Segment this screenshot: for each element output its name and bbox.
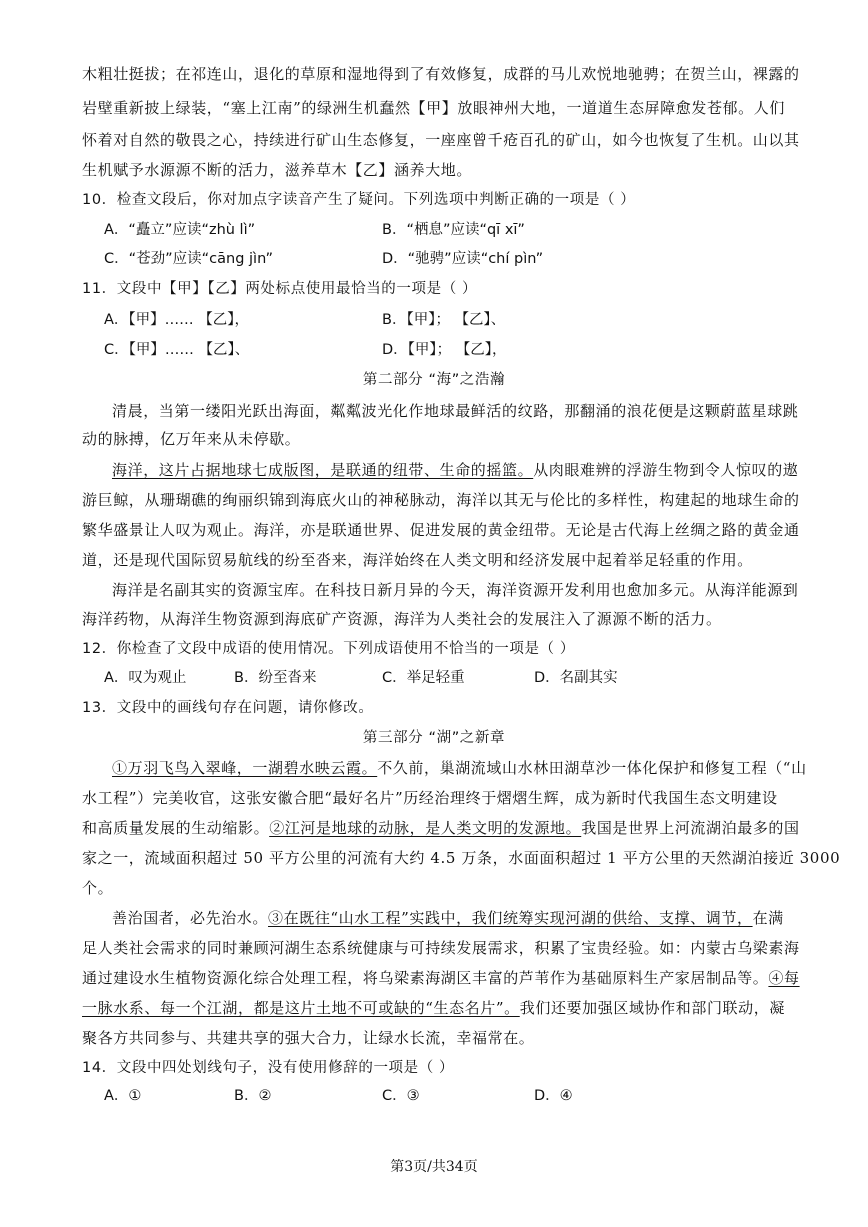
para1-line-2: 岩壁重新披上绿装，“塞上江南”的绿洲生机蠢然【甲】放眼神州大地，一道道生态屏障愈发苍郁。人们 xyxy=(82,99,785,117)
page-number: 第3页/共34页 xyxy=(390,1159,478,1175)
question-10-option-b: B．“栖息”应读“qī xī” xyxy=(382,222,525,238)
part3-line-9-end: 我们还要加强区域协作和部门联动，凝 xyxy=(519,999,785,1017)
question-10-option-a: A．“矗立”应读“zhù lì” xyxy=(104,222,256,238)
part3-line-2: 水工程”）完美收官，这张安徽合肥“最好名片”历经治理终于熠熠生辉，成为新时代我国生态文明建设 xyxy=(82,789,778,807)
question-10-option-d: D．“驰骋”应读“chí pìn” xyxy=(382,251,544,267)
part3-line-6-end: 在满 xyxy=(752,909,784,927)
part3-line-3 xyxy=(82,818,800,838)
part2-p2-line-2: 游巨鲸，从珊瑚礁的绚丽织锦到海底火山的神秘脉动，海洋以其无与伦比的多样性，构建起的地球生命的 xyxy=(82,491,800,509)
part2-p2-line-1 xyxy=(112,460,812,480)
underlined-sentence-4-start: ④每 xyxy=(768,969,800,987)
part3-line-1-rest: 不久前，巢湖流域山水林田湖草沙一体化保护和修复工程（“山 xyxy=(377,759,807,777)
underlined-sentence-4: 一脉水系、每一个江湖，都是这片土地不可或缺的“生态名片”。 xyxy=(82,999,520,1017)
question-11-option-b: B．【甲】； 【乙】、 xyxy=(382,312,506,328)
part3-line-6 xyxy=(112,908,812,928)
part2-p2-line-4: 道，还是现代国际贸易航线的纷至沓来，海洋始终在人类文明和经济发展中起着举足轻重的作用。 xyxy=(82,551,753,569)
part3-line-8 xyxy=(82,968,800,988)
question-12-option-b: B．纷至沓来 xyxy=(234,670,317,686)
part2-p1-line-1: 清晨，当第一缕阳光跃出海面，粼粼波光化作地球最鲜活的纹路，那翻涌的浪花便是这颗蔚蓝星球跳 xyxy=(112,402,799,420)
question-14-stem: 14．文段中四处划线句子，没有使用修辞的一项是（ ） xyxy=(82,1060,455,1076)
part2-p2-line-1-rest: 从肉眼难辨的浮游生物到令人惊叹的遨 xyxy=(533,461,799,479)
part2-p2-line-3: 繁华盛景让人叹为观止。海洋，亦是联通世界、促进发展的黄金纽带。无论是古代海上丝绸之路的黄金通 xyxy=(82,521,800,539)
question-10-stem: 10．检查文段后，你对加点字读音产生了疑问。下列选项中判断正确的一项是（ ） xyxy=(82,192,636,208)
para1-line-1: 木粗壮挺拔；在祁连山，退化的草原和湿地得到了有效修复，成群的马儿欢悦地驰骋；在贺兰山，裸露的 xyxy=(82,65,800,83)
part3-line-9 xyxy=(82,998,785,1018)
para1-line-3: 怀着对自然的敬畏之心，持续进行矿山生态修复，一座座曾千疮百孔的矿山，如今也恢复了生机。山以其 xyxy=(82,131,800,149)
question-13-stem: 13．文段中的画线句存在问题，请你修改。 xyxy=(82,700,374,716)
question-12-option-c: C．举足轻重 xyxy=(382,670,465,686)
part2-p3-line-1: 海洋是名副其实的资源宝库。在科技日新月异的今天，海洋资源开发利用也愈加多元。从海洋能源到 xyxy=(112,581,799,599)
question-14-option-d: D．④ xyxy=(534,1088,573,1104)
question-14-option-a: A．① xyxy=(104,1088,142,1104)
question-11-option-a: A．【甲】…… 【乙】， xyxy=(104,312,250,328)
question-12-option-a: A．叹为观止 xyxy=(104,670,187,686)
part2-p3-line-2: 海洋药物，从海洋生物资源到海底矿产资源，海洋为人类社会的发展注入了源源不断的活力。 xyxy=(82,610,722,628)
part3-line-1 xyxy=(112,758,812,778)
part3-line-4: 家之一，流域面积超过 50 平方公里的河流有大约 4.5 万条，水面面积超过 1 平方公里的天然湖泊接近 3000 xyxy=(82,849,841,867)
para1-line-4: 生机赋予水源源不断的活力，滋养草木【乙】涵养大地。 xyxy=(82,161,473,179)
part3-line-6-start: 善治国者，必先治水。 xyxy=(112,909,269,927)
question-14-option-b: B．② xyxy=(234,1088,272,1104)
part2-p1-line-2: 动的脉搏，亿万年来从未停歇。 xyxy=(82,430,301,448)
part3-title: 第三部分 “湖”之新章 xyxy=(362,730,506,746)
question-12-stem: 12．你检查了文段中成语的使用情况。下列成语使用不恰当的一项是（ ） xyxy=(82,641,575,657)
part3-line-3-end: 我国是世界上河流湖泊最多的国 xyxy=(581,819,800,837)
underlined-sentence-2: ②江河是地球的动脉，是人类文明的发源地。 xyxy=(269,819,582,837)
question-14-option-c: C．③ xyxy=(382,1088,420,1104)
part3-line-5: 个。 xyxy=(82,879,114,897)
part2-title: 第二部分 “海”之浩瀚 xyxy=(362,372,506,388)
question-11-option-c: C．【甲】…… 【乙】、 xyxy=(104,342,250,358)
part3-line-3-start: 和高质量发展的生动缩影。 xyxy=(82,819,270,837)
question-10-option-c: C．“苍劲”应读“cāng jìn” xyxy=(104,251,273,267)
underlined-sentence-3: ③在既往“山水工程”实践中，我们统筹实现河湖的供给、支撑、调节， xyxy=(268,909,753,927)
part3-line-7: 足人类社会需求的同时兼顾河湖生态系统健康与可持续发展需求，积累了宝贵经验。如：内蒙古乌梁素海 xyxy=(82,939,800,957)
question-11-stem: 11．文段中【甲】【乙】两处标点使用最恰当的一项是（ ） xyxy=(82,281,478,297)
underlined-sentence: 海洋，这片占据地球七成版图，是联通的纽带、生命的摇篮。 xyxy=(112,461,534,479)
part3-line-10: 聚各方共同参与、共建共享的强大合力，让绿水长流，幸福常在。 xyxy=(82,1029,535,1047)
question-11-option-d: D．【甲】； 【乙】， xyxy=(382,342,507,358)
underlined-sentence-1: ①万羽飞鸟入翠峰，一湖碧水映云霞。 xyxy=(112,759,378,777)
part3-line-8-start: 通过建设水生植物资源化综合处理工程，将乌梁素海湖区丰富的芦苇作为基础原料生产家居制品等。 xyxy=(82,969,769,987)
question-12-option-d: D．名副其实 xyxy=(534,670,618,686)
